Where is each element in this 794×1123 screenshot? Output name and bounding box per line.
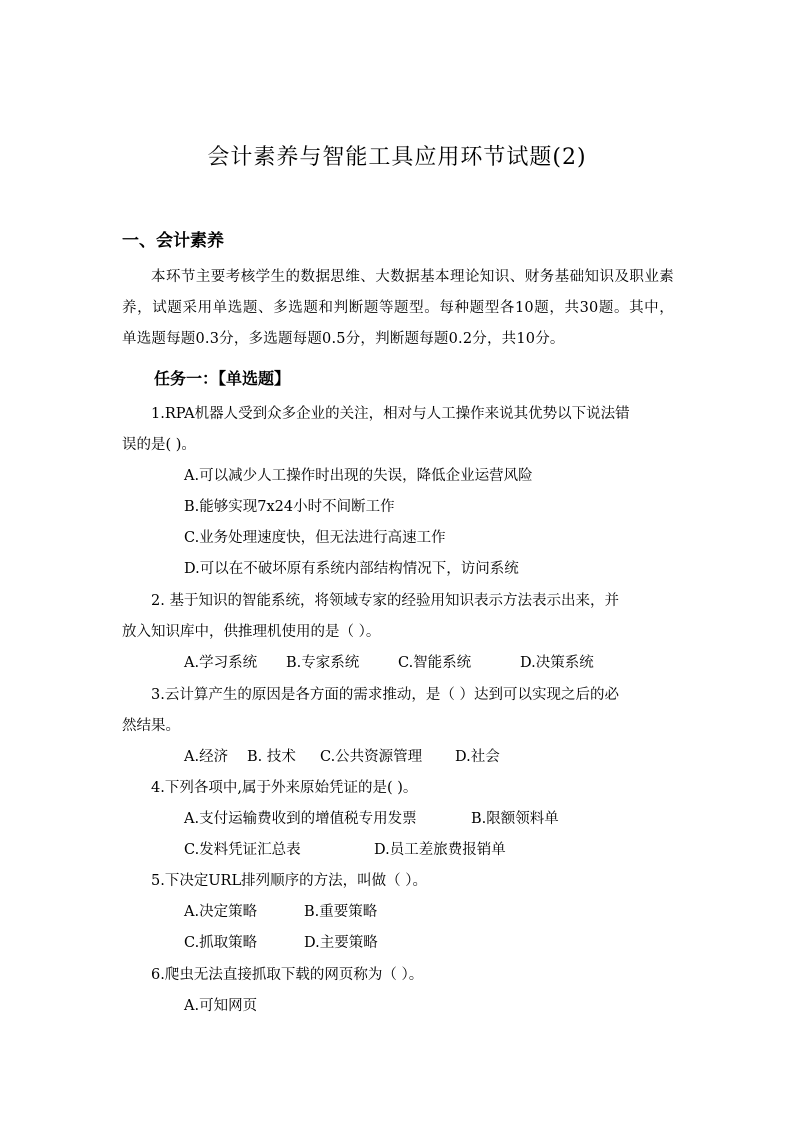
question-1-option-d: D.可以在不破坏原有系统内部结构情况下，访问系统 xyxy=(184,561,519,577)
question-3-option-c: C.公共资源管理 xyxy=(320,749,423,765)
intro-paragraph: 本环节主要考核学生的数据思维、大数据基本理论知识、财务基础知识及职业素养，试题采用单选题、多选题和判断题等题型。每种题型各10题，共30题。其中，单选题每题0.3分，多选题每题0.5分，判断题每题0.2分，共10分。 xyxy=(122,269,674,347)
question-3-option-d: D.社会 xyxy=(455,749,500,765)
section-heading: 一、会计素养 xyxy=(122,231,224,251)
question-1-option-b: B.能够实现7x24小时不间断工作 xyxy=(184,499,395,515)
question-1-option-a: A.可以减少人工操作时出现的失误，降低企业运营风险 xyxy=(184,468,533,484)
question-3-stem: 3.云计算产生的原因是各方面的需求推动，是（ ）达到可以实现之后的必 xyxy=(151,687,619,703)
question-4-option-d: D.员工差旅费报销单 xyxy=(374,842,506,858)
question-5-option-b: B.重要策略 xyxy=(304,904,378,920)
question-2-option-a: A.学习系统 xyxy=(184,655,258,671)
question-3-option-a: A.经济 xyxy=(184,749,229,765)
page-title: 会计素养与智能工具应用环节试题(2) xyxy=(207,145,587,170)
question-2-option-c: C.智能系统 xyxy=(398,655,472,671)
question-1-option-c: C.业务处理速度快，但无法进行高速工作 xyxy=(184,530,446,546)
question-2-stem: 2. 基于知识的智能系统，将领域专家的经验用知识表示方法表示出来，并 xyxy=(151,593,619,609)
question-4-option-a: A.支付运输费收到的增值税专用发票 xyxy=(184,811,417,827)
question-4-option-b: B.限额领料单 xyxy=(471,811,559,827)
question-3-option-b: B. 技术 xyxy=(247,749,296,765)
question-1-stem-cont: 误的是( )。 xyxy=(122,437,196,453)
question-2-option-b: B.专家系统 xyxy=(286,655,360,671)
question-1-stem: 1.RPA机器人受到众多企业的关注，相对与人工操作来说其优势以下说法错 xyxy=(151,406,630,422)
question-4-stem: 4.下列各项中,属于外来原始凭证的是( )。 xyxy=(151,780,418,796)
task-heading: 任务一：【单选题】 xyxy=(154,369,291,388)
question-4-option-c: C.发料凭证汇总表 xyxy=(184,842,301,858)
question-5-option-c: C.抓取策略 xyxy=(184,935,258,951)
question-5-option-a: A.决定策略 xyxy=(184,904,258,920)
question-5-option-d: D.主要策略 xyxy=(304,935,378,951)
question-3-stem-cont: 然结果。 xyxy=(122,718,180,734)
question-6-stem: 6.爬虫无法直接抓取下载的网页称为（ ）。 xyxy=(151,967,424,983)
question-2-option-d: D.决策系统 xyxy=(520,655,594,671)
question-6-option-a: A.可知网页 xyxy=(184,998,258,1014)
question-2-stem-cont: 放入知识库中，供推理机使用的是（ ）。 xyxy=(122,624,381,640)
question-5-stem: 5.下决定URL排列顺序的方法，叫做（ ）。 xyxy=(151,873,427,889)
